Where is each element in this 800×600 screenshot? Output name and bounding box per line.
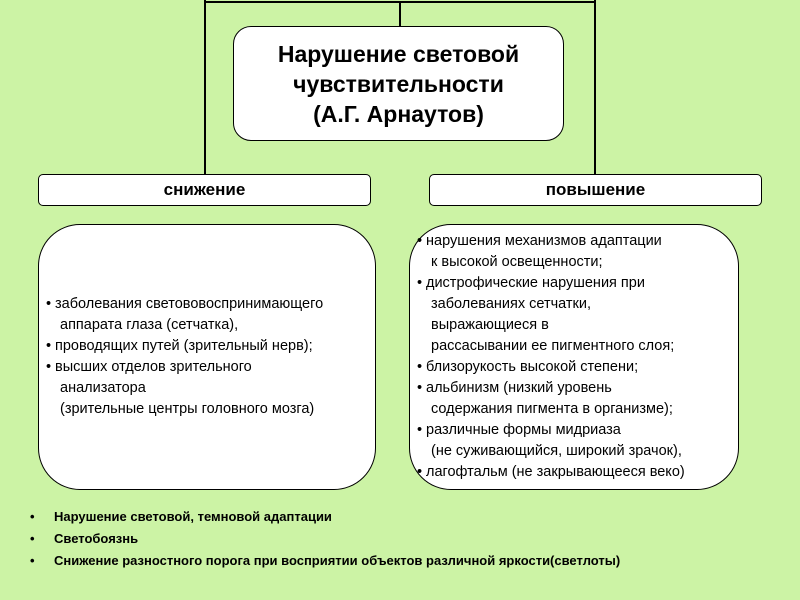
decrease-list [47,294,367,420]
list-item: • высших отделов зрительного анализатора (зрительные центры головного мозга) [47,357,367,420]
list-item: • близорукость высокой степени; [418,357,732,378]
list-item: • заболевания светововоспринимающего аппарата глаза (сетчатка), [47,294,367,336]
title-box [233,26,564,141]
list-item: • различные формы мидриаза (не суживающийся, широкий зрачок), [418,420,732,462]
list-item: • дистрофические нарушения при заболеваниях сетчатки, выражающиеся в рассасывании ее пигментного слоя; [418,273,732,357]
bottom-list-item: • Нарушение световой, темновой адаптации [30,506,620,528]
bottom-list [30,506,620,572]
increase-list [418,231,732,483]
title-line: чувствительности [293,70,504,97]
list-item: • нарушения механизмов адаптации к высокой освещенности; [418,231,732,273]
increase-header: повышение [429,174,762,206]
bottom-list-item: • Светобоязнь [30,528,620,550]
bottom-list-item: • Снижение разностного порога при восприятии объектов различной яркости(светлоты) [30,550,620,572]
list-item: • лагофтальм (не закрывающееся веко) [418,462,732,483]
title-line: Нарушение световой [277,40,520,67]
decrease-box [38,224,376,490]
decrease-header: снижение [38,174,371,206]
list-item: • проводящих путей (зрительный нерв); [47,336,367,357]
list-item: • альбинизм (низкий уровень содержания пигмента в организме); [418,378,732,420]
title-line: (А.Г. Арнаутов) [313,100,484,127]
increase-box [409,224,739,490]
